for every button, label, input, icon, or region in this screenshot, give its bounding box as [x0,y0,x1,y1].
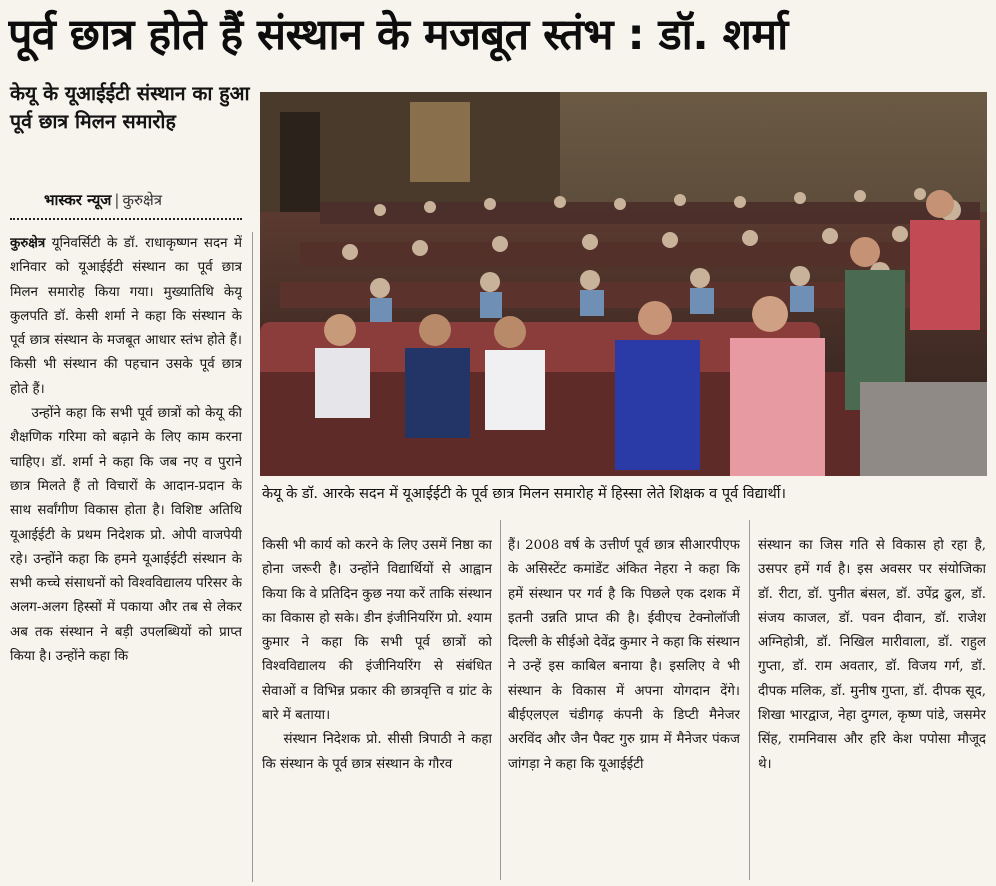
subheadline: केयू के यूआईईटी संस्थान का हुआ पूर्व छात्र मिलन समारोह [10,82,250,133]
column-1-paragraph-2: उन्होंने कहा कि सभी पूर्व छात्रों को केयू की शैक्षणिक गरिमा को बढ़ाने के लिए काम करना चाहिए। डॉ. शर्मा ने कहा कि जब नए व पुराने छात्र मिलते हैं तो विचारों के आदान-प्रदान के साथ सर्वांगीण विकास होता है। विशिष्ट अतिथि यूआईईटी के प्रथम निदेशक प्रो. ओपी वाजपेयी रहे। उन्होंने कहा कि हमने यूआईईटी संस्थान के सभी कच्चे संसाधनों को विश्वविद्यालय परिसर के अलग-अलग हिस्सों में पकाया और तब से लेकर अब तक संस्थान ने बड़ी उपलब्धियों को प्राप्त किया है। उन्होंने कहा कि [10,406,242,665]
column-3-paragraph-1: हैं। 2008 वर्ष के उत्तीर्ण पूर्व छात्र सीआरपीएफ के असिस्टेंट कमांडेंट अंकित नेहरा ने कहा कि हमें संस्थान पर गर्व है कि पिछले एक दशक में इतनी उन्नति प्राप्त की है। ईवीएच टेक्नोलॉजी दिल्ली के सीईओ देवेंद्र कुमार ने कहा कि संस्थान ने उन्हें इस काबिल बनाया है। इसलिए वे भी संस्थान के विकास में अपना योगदान देंगे। बीईएलएल चंडीगढ़ कंपनी के डिप्टी मैनेजर अरविंद और जैन पैक्ट गुरु ग्राम में मैनेजर पंकज जांगड़ा ने कहा कि यूआईईटी [508,538,740,772]
column-1-paragraph-1 [10,232,242,402]
article-column-1 [10,232,242,882]
article-column-4 [758,534,986,882]
dateline: कुरुक्षेत्र [10,236,46,251]
article-column-3 [508,534,740,882]
auditorium-illustration [260,92,987,476]
column-4-paragraph-1: संस्थान का जिस गति से विकास हो रहा है, उसपर हमें गर्व है। इस अवसर पर संयोजिका डॉ. रीटा, डॉ. पुनीत बंसल, डॉ. उपेंद्र ढुल, डॉ. संजय काजल, डॉ. पवन दीवान, डॉ. राजेश अग्निहोत्री, डॉ. निखिल मारीवाला, डॉ. राहुल गुप्ता, डॉ. राम अवतार, डॉ. विजय गर्ग, डॉ. दीपक मलिक, डॉ. मुनीष गुप्ता, डॉ. दीपक सूद, शिखा भारद्वाज, नेहा दुग्गल, कृष्ण पांडे, जसमेर सिंह, रामनिवास और हरि केश पपोसा मौजूद थे। [758,538,986,772]
byline-place: कुरुक्षेत्र [122,191,162,209]
column-2-paragraph-2: संस्थान निदेशक प्रो. सीसी त्रिपाठी ने कहा कि संस्थान के पूर्व छात्र संस्थान के गौरव [262,732,492,772]
column-rule-2 [500,520,501,880]
headline: पूर्व छात्र होते हैं संस्थान के मजबूत स्तंभ : डॉ. शर्मा [8,10,788,60]
column-rule-1 [252,232,253,882]
article-column-2 [262,534,492,882]
byline-divider [10,218,242,220]
byline-separator: | [114,191,120,209]
column-1-paragraph-1-text: यूनिवर्सिटी के डॉ. राधाकृष्णन सदन में शनिवार को यूआईईटी संस्थान का पूर्व छात्र मिलन समारोह किया गया। मुख्यातिथि केयू कुलपति डॉ. केसी शर्मा ने कहा कि संस्थान के पूर्व छात्र संस्थान के मजबूत आधार स्तंभ होते हैं। किसी भी संस्थान की पहचान उसके पूर्व छात्र होते हैं। [10,236,242,397]
column-2-paragraph-1: किसी भी कार्य को करने के लिए उसमें निष्ठा का होना जरूरी है। उन्होंने विद्यार्थियों से आह्वान किया कि वे प्रतिदिन कुछ नया करें ताकि संस्थान का विकास हो सके। डीन इंजीनियरिंग प्रो. श्याम कुमार ने कहा कि सभी पूर्व छात्रों को विश्वविद्यालय की इंजीनियरिंग से संबंधित सेवाओं व विभिन्न प्रकार की छात्रवृत्ति व ग्रांट के बारे में बताया। [262,538,492,724]
column-rule-3 [749,520,750,880]
byline-agency: भास्कर न्यूज [44,191,112,209]
byline [44,190,254,210]
news-photo [260,92,987,476]
photo-caption: केयू के डॉ. आरके सदन में यूआईईटी के पूर्व छात्र मिलन समारोह में हिस्सा लेते शिक्षक व पूर्व विद्यार्थी। [262,486,786,502]
